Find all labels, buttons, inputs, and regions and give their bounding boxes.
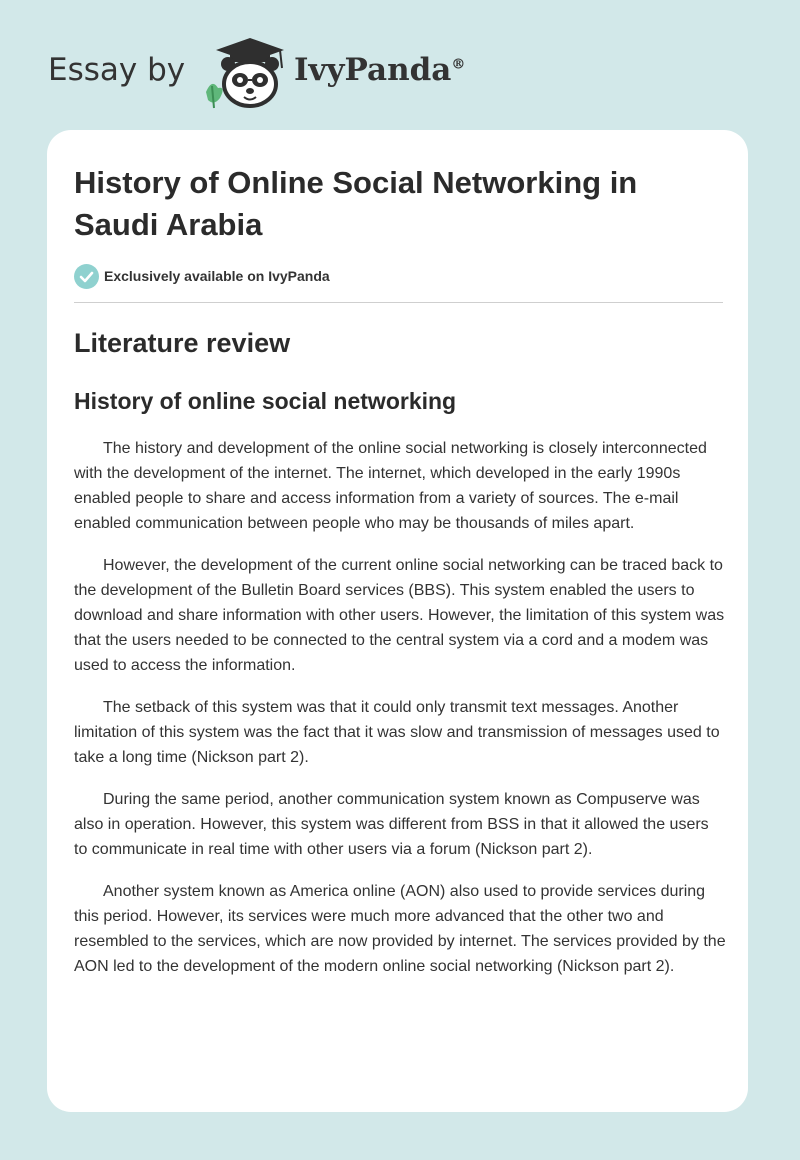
site-header xyxy=(48,30,748,110)
paragraph: However, the development of the current online social networking can be traced back to the development of the Bulletin Board services (BBS). This system enabled the users to download and share information with other users. However, the limitation of this system was that the users needed to be connected to the central system via a cord and a modem was used to access the information. xyxy=(74,557,725,674)
check-circle-icon xyxy=(74,264,99,289)
exclusive-badge xyxy=(74,263,330,289)
paragraph: Another system known as America online (AON) also used to provide services during this period. However, its services were much more advanced that the other two and resembled to the services, which are now provided by internet. The services provided by the AON led to the development of the modern online social networking (Nickson part 2). xyxy=(74,883,726,975)
brand-name[interactable] xyxy=(294,52,465,88)
panda-graduate-logo-icon[interactable] xyxy=(200,34,292,110)
brand-name-text: IvyPanda xyxy=(294,52,452,88)
essay-by-label: Essay by xyxy=(48,52,186,88)
paragraph: During the same period, another communication system known as Compuserve was also in operation. However, this system was different from BSS in that it allowed the users to communicate in real time with other users via a forum (Nickson part 2). xyxy=(74,791,709,858)
brand-registered-mark: ® xyxy=(451,56,466,73)
article-card xyxy=(47,130,748,1112)
article-body xyxy=(74,436,726,996)
paragraph: The history and development of the online social networking is closely interconnected with the development of the internet. The internet, which developed in the early 1990s enabled people to share and access information from a variety of sources. The e-mail enabled communication between people who may be thousands of miles apart. xyxy=(74,440,707,532)
divider xyxy=(74,302,723,303)
page-title: History of Online Social Networking in Saudi Arabia xyxy=(74,165,638,242)
paragraph: The setback of this system was that it could only transmit text messages. Another limitation of this system was the fact that it was slow and transmission of messages used to take a long time (Nickson part 2). xyxy=(74,699,720,766)
section-title: Literature review xyxy=(74,328,291,358)
exclusive-label: Exclusively available on IvyPanda xyxy=(104,268,330,284)
subsection-title: History of online social networking xyxy=(74,388,457,414)
